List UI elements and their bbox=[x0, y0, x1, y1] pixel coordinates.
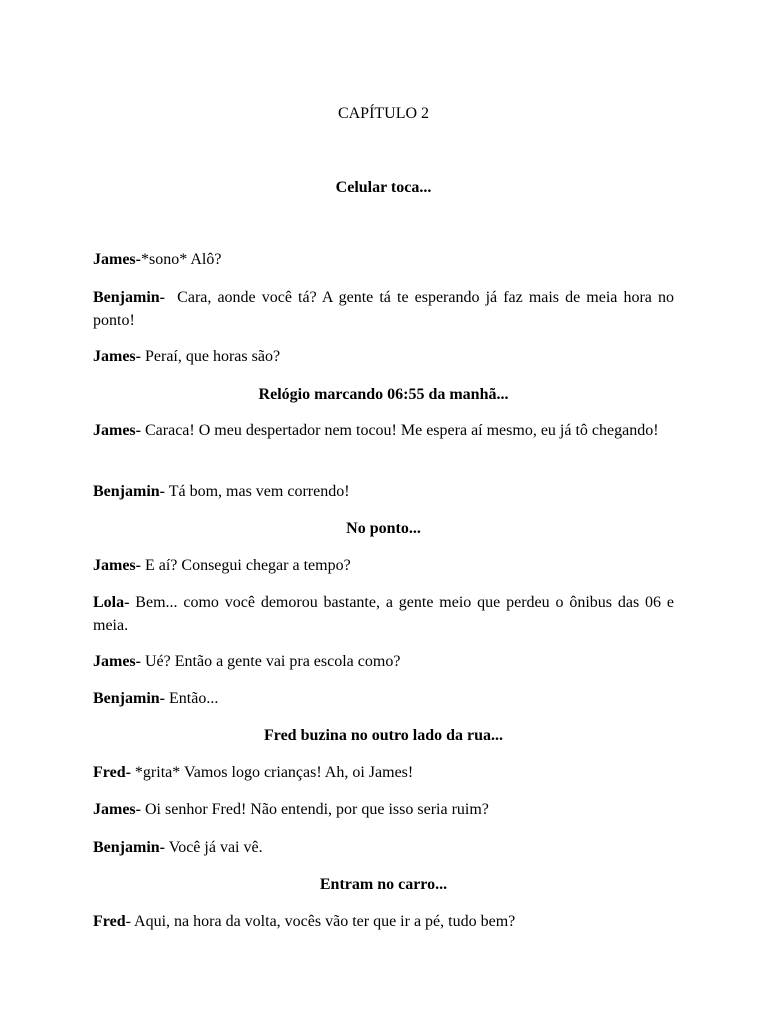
speaker-name: James- bbox=[93, 557, 141, 574]
dialogue-line bbox=[93, 286, 678, 332]
dialogue-text: Então... bbox=[165, 690, 219, 707]
dialogue-line bbox=[93, 836, 674, 859]
dialogue-text: Bem... como você demorou bastante, a gente meio que perdeu o ônibus das 06 e meia. bbox=[93, 594, 678, 634]
stage-direction: Relógio marcando 06:55 da manhã... bbox=[258, 386, 509, 403]
speaker-name: Fred bbox=[93, 913, 126, 930]
dialogue-text: *grita* Vamos logo crianças! Ah, oi James! bbox=[130, 764, 414, 781]
dialogue-line bbox=[93, 345, 674, 368]
speaker-name: James- bbox=[93, 251, 141, 268]
speaker-name: James- bbox=[93, 348, 141, 365]
dialogue-line bbox=[93, 798, 674, 821]
dialogue-text: Tá bom, mas vem correndo! bbox=[165, 483, 350, 500]
dialogue-text: E aí? Consegui chegar a tempo? bbox=[140, 557, 351, 574]
speaker-name: Benjamin- bbox=[93, 289, 165, 306]
dialogue-line bbox=[93, 248, 674, 271]
chapter-title: CAPÍTULO 2 bbox=[337, 105, 430, 122]
dialogue-line bbox=[93, 419, 674, 442]
speaker-name: Lola- bbox=[93, 594, 130, 611]
stage-direction: Celular toca... bbox=[335, 179, 432, 196]
dialogue-text: Peraí, que horas são? bbox=[140, 348, 281, 365]
dialogue-text: Você já vai vê. bbox=[165, 839, 263, 856]
speaker-name: James- bbox=[93, 422, 141, 439]
speaker-name: Fred- bbox=[93, 764, 131, 781]
page-content bbox=[93, 0, 678, 1024]
dialogue-line bbox=[93, 591, 678, 637]
speaker-name: James- bbox=[93, 801, 141, 818]
dialogue-line bbox=[93, 687, 674, 710]
dialogue-text: *sono* Alô? bbox=[140, 251, 222, 268]
dialogue-text: Caraca! O meu despertador nem tocou! Me espera aí mesmo, eu já tô chegando! bbox=[140, 422, 659, 439]
stage-direction: No ponto... bbox=[346, 520, 421, 537]
stage-direction: Entram no carro... bbox=[319, 876, 448, 893]
dialogue-line bbox=[93, 554, 674, 577]
dialogue-text: Oi senhor Fred! Não entendi, por que isso seria ruim? bbox=[140, 801, 489, 818]
speaker-name: James- bbox=[93, 653, 141, 670]
dialogue-line bbox=[93, 761, 674, 784]
dialogue-text: Cara, aonde você tá? A gente tá te esperando já faz mais de meia hora no ponto! bbox=[93, 289, 678, 329]
dialogue-text: Ué? Então a gente vai pra escola como? bbox=[140, 653, 401, 670]
dialogue-line bbox=[93, 650, 674, 673]
speaker-name: Benjamin- bbox=[93, 483, 165, 500]
dialogue-text: - Aqui, na hora da volta, vocês vão ter que ir a pé, tudo bem? bbox=[125, 913, 516, 930]
dialogue-line bbox=[93, 910, 674, 933]
dialogue-line bbox=[93, 480, 674, 503]
speaker-name: Benjamin- bbox=[93, 690, 165, 707]
speaker-name: Benjamin- bbox=[93, 839, 165, 856]
stage-direction: Fred buzina no outro lado da rua... bbox=[263, 727, 503, 744]
